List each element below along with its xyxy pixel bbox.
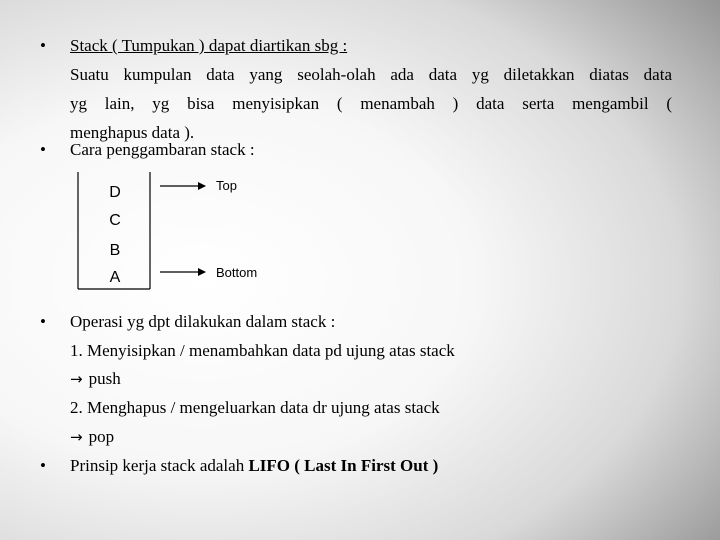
- diagram-intro-title: Cara penggambaran stack :: [70, 140, 255, 159]
- bullet-marker: •: [40, 312, 46, 331]
- right-arrow-icon: →: [70, 428, 83, 446]
- operations-title: Operasi yg dpt dilakukan dalam stack :: [70, 312, 336, 331]
- definition-line-3: menghapus data ).: [70, 123, 195, 142]
- stack-cell-b: B: [109, 242, 121, 259]
- bullet-marker: •: [40, 36, 46, 55]
- bottom-label: Bottom: [216, 265, 258, 280]
- bullet-marker: •: [40, 456, 46, 475]
- stack-cell-a: A: [109, 269, 121, 286]
- stack-definition-title: Stack ( Tumpukan ) dapat diartikan sbg :: [70, 36, 348, 55]
- lifo-principle: [70, 451, 438, 480]
- operation-2-text: 2. Menghapus / mengeluarkan data dr ujung atas stack: [70, 398, 440, 417]
- operation-1-text: 1. Menyisipkan / menambahkan data pd ujung atas stack: [70, 341, 455, 360]
- bullet-marker: •: [40, 140, 46, 159]
- top-label: Top: [216, 178, 237, 193]
- definition-line-2: yg lain, yg bisa menyisipkan ( menambah ) data serta mengambil (: [70, 94, 672, 113]
- stack-cell-c: C: [109, 212, 121, 229]
- definition-line-1: Suatu kumpulan data yang seolah-olah ada data yg diletakkan diatas data: [70, 65, 672, 84]
- stack-cell-d: D: [109, 184, 121, 201]
- operation-2-result: [70, 422, 114, 452]
- lifo-prefix: Prinsip kerja stack adalah: [70, 456, 249, 475]
- operation-1-result: [70, 364, 121, 394]
- right-arrow-icon: →: [70, 370, 83, 388]
- push-label: push: [88, 369, 121, 388]
- lifo-emphasis: LIFO ( Last In First Out ): [248, 456, 439, 475]
- pop-label: pop: [88, 427, 115, 446]
